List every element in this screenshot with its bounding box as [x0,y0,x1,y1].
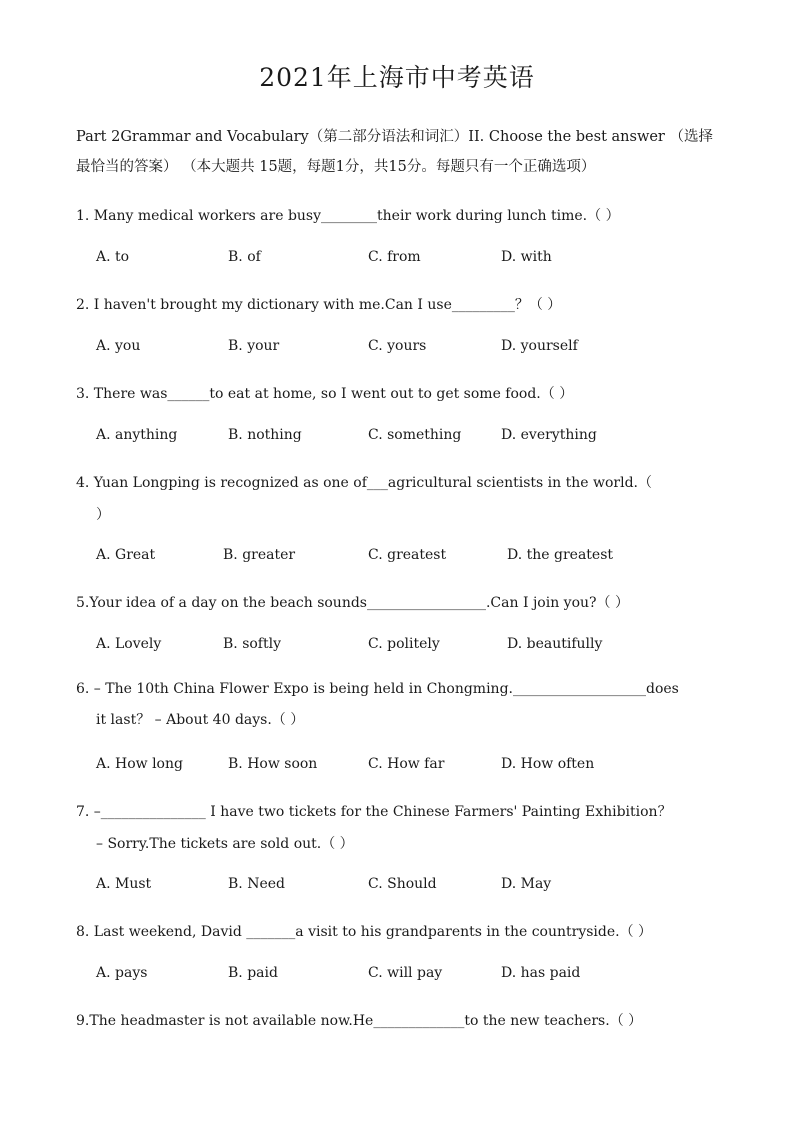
option-a[interactable]: A. Must [96,876,152,892]
question-3-text: 3. There was______to eat at home, so I went out to get some food.（ ） [76,386,574,402]
option-a[interactable]: A. to [96,249,130,265]
option-d[interactable]: D. everything [501,427,597,443]
question-8 [76,921,726,941]
option-b[interactable]: B. paid [228,965,278,981]
question-9 [76,1010,726,1030]
option-c[interactable]: C. something [368,427,462,443]
option-a[interactable]: A. How long [96,756,183,772]
option-d[interactable]: D. May [501,876,552,892]
option-b[interactable]: B. softly [223,636,281,652]
question-5 [76,592,726,612]
option-d[interactable]: D. yourself [501,338,578,354]
option-b[interactable]: B. of [228,249,261,265]
question-7-options [96,876,736,896]
question-4-text: 4. Yuan Longping is recognized as one of___agricultural scientists in the world.（ [76,475,652,491]
question-8-options [96,965,736,985]
question-3-options [96,427,736,447]
option-d[interactable]: D. the greatest [507,547,614,563]
question-2-options [96,338,736,358]
option-d[interactable]: D. How often [501,756,595,772]
question-4-continuation: ） [96,507,110,523]
question-7-text: 7. –_______________ I have two tickets for the Chinese Farmers' Painting Exhibition？ [76,804,672,820]
question-6-options [96,756,736,776]
option-c[interactable]: C. Should [368,876,437,892]
question-1-options [96,249,736,269]
question-2 [76,294,726,314]
question-6-continuation: it last？ – About 40 days.（ ） [96,712,305,728]
option-b[interactable]: B. your [228,338,280,354]
instructions-line-2: 最恰当的答案） （本大题共 15题，每题1分，共15分。每题只有一个正确选项） [76,159,596,175]
option-d[interactable]: D. has paid [501,965,581,981]
option-c[interactable]: C. politely [368,636,440,652]
instructions-line-1: Part 2Grammar and Vocabulary（第二部分语法和词汇）II. Choose the best answer （选择 [76,129,713,145]
question-5-text: 5.Your idea of a day on the beach sounds_________________.Can I join you?（ ） [76,595,629,611]
option-c[interactable]: C. will pay [368,965,443,981]
question-1 [76,205,726,225]
option-b[interactable]: B. greater [223,547,296,563]
question-6 [76,681,726,729]
question-2-text: 2. I haven't brought my dictionary with me.Can I use_________？（ ） [76,297,562,313]
option-a[interactable]: A. Great [96,547,156,563]
option-d[interactable]: D. beautifully [507,636,603,652]
option-a[interactable]: A. you [96,338,141,354]
option-d[interactable]: D. with [501,249,552,265]
question-5-options [96,636,736,656]
question-8-text: 8. Last weekend, David _______a visit to his grandparents in the countryside.（ ） [76,924,653,940]
option-c[interactable]: C. from [368,249,421,265]
option-c[interactable]: C. yours [368,338,427,354]
option-b[interactable]: B. How soon [228,756,318,772]
section-instructions [76,122,726,182]
question-3 [76,383,726,403]
question-7-continuation: – Sorry.The tickets are sold out.（ ） [96,836,354,852]
question-7 [76,801,726,853]
page-title: 2021年上海市中考英语 [259,63,535,92]
option-b[interactable]: B. Need [228,876,285,892]
option-a[interactable]: A. pays [96,965,148,981]
option-c[interactable]: C. greatest [368,547,447,563]
option-a[interactable]: A. anything [96,427,178,443]
option-b[interactable]: B. nothing [228,427,302,443]
question-1-text: 1. Many medical workers are busy________their work during lunch time.（ ） [76,208,620,224]
question-4 [76,472,726,524]
question-4-options [96,547,736,567]
option-c[interactable]: C. How far [368,756,445,772]
option-a[interactable]: A. Lovely [96,636,162,652]
question-9-text: 9.The headmaster is not available now.He_____________to the new teachers.（ ） [76,1013,643,1029]
question-6-text: 6. – The 10th China Flower Expo is being held in Chongming.___________________does [76,681,679,697]
